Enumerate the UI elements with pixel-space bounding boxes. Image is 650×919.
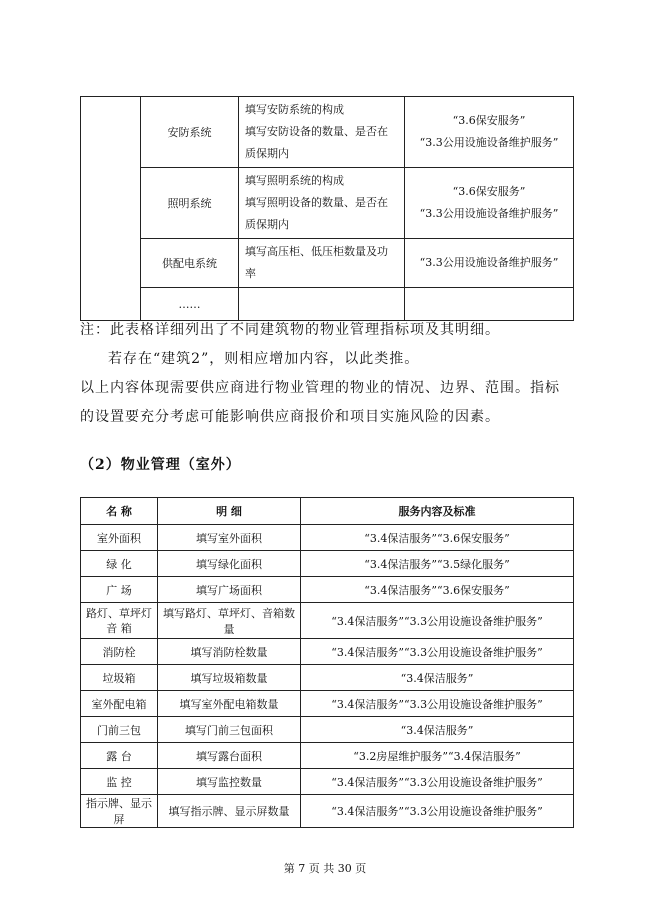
item-service: “3.4保洁服务”“3.5绿化服务” bbox=[301, 551, 574, 577]
system-detail bbox=[239, 239, 405, 288]
detail-line: 率 bbox=[245, 267, 256, 280]
note-line-1: 注：此表格详细列出了不同建筑物的物业管理指标项及其明细。 bbox=[80, 322, 500, 338]
item-detail: 填写门前三包面积 bbox=[158, 717, 301, 743]
item-name: 室外面积 bbox=[81, 525, 158, 551]
item-service: “3.4保洁服务”“3.3公用设施设备维护服务” bbox=[301, 603, 574, 639]
table-row bbox=[81, 577, 574, 603]
system-detail bbox=[239, 97, 405, 168]
page-footer: 第 7 页 共 30 页 bbox=[283, 862, 367, 875]
system-name-ellipsis: …… bbox=[141, 288, 239, 321]
detail-line: 质保期内 bbox=[245, 147, 289, 160]
item-name bbox=[81, 603, 158, 639]
item-service: “3.4保洁服务”“3.3公用设施设备维护服务” bbox=[301, 639, 574, 665]
item-name: 广 场 bbox=[81, 577, 158, 603]
header-name: 名 称 bbox=[81, 498, 158, 525]
outdoor-property-table bbox=[80, 497, 574, 828]
item-detail: 填写垃圾箱数量 bbox=[158, 665, 301, 691]
item-name: 室外配电箱 bbox=[81, 691, 158, 717]
table-row bbox=[81, 168, 574, 239]
system-name: 安防系统 bbox=[141, 97, 239, 168]
item-service: “3.4保洁服务”“3.6保安服务” bbox=[301, 525, 574, 551]
system-detail bbox=[239, 168, 405, 239]
service-line: “3.3公用设施设备维护服务” bbox=[419, 207, 559, 220]
table-row bbox=[81, 665, 574, 691]
table-row bbox=[81, 769, 574, 795]
item-name-line: 音 箱 bbox=[106, 621, 132, 635]
system-service bbox=[405, 97, 574, 168]
item-name: 消防栓 bbox=[81, 639, 158, 665]
service-line: “3.3公用设施设备维护服务” bbox=[419, 136, 559, 149]
item-detail: 填写广场面积 bbox=[158, 577, 301, 603]
system-service bbox=[405, 168, 574, 239]
table-row bbox=[81, 743, 574, 769]
note-line-4: 的设置要充分考虑可能影响供应商报价和项目实施风险的因素。 bbox=[80, 409, 500, 425]
item-service: “3.4保洁服务”“3.3公用设施设备维护服务” bbox=[301, 769, 574, 795]
system-name: 照明系统 bbox=[141, 168, 239, 239]
item-detail: 填写室外面积 bbox=[158, 525, 301, 551]
item-detail: 填写路灯、草坪灯、音箱数量 bbox=[158, 603, 301, 639]
system-service bbox=[405, 239, 574, 288]
building-cell bbox=[81, 97, 141, 321]
item-name: 门前三包 bbox=[81, 717, 158, 743]
item-name: 监 控 bbox=[81, 769, 158, 795]
table-row bbox=[81, 639, 574, 665]
detail-line: 填写高压柜、低压柜数量及功 bbox=[245, 245, 388, 258]
item-detail: 填写露台面积 bbox=[158, 743, 301, 769]
item-service: “3.4保洁服务” bbox=[301, 717, 574, 743]
item-service: “3.4保洁服务”“3.3公用设施设备维护服务” bbox=[301, 795, 574, 828]
item-detail: 填写监控数量 bbox=[158, 769, 301, 795]
item-service: “3.4保洁服务”“3.6保安服务” bbox=[301, 577, 574, 603]
detail-line: 填写照明设备的数量、是否在 bbox=[245, 196, 388, 209]
detail-line: 填写安防设备的数量、是否在 bbox=[245, 125, 388, 138]
table-row bbox=[81, 239, 574, 288]
item-name-line: 路灯、草坪灯 bbox=[86, 606, 152, 620]
note-line-2: 若存在“建筑2”，则相应增加内容，以此类推。 bbox=[108, 351, 420, 367]
item-detail: 填写室外配电箱数量 bbox=[158, 691, 301, 717]
table-row bbox=[81, 691, 574, 717]
service-line: “3.6保安服务” bbox=[452, 114, 526, 127]
item-detail: 填写消防栓数量 bbox=[158, 639, 301, 665]
table-row bbox=[81, 97, 574, 168]
item-name: 指示牌、显示屏 bbox=[81, 795, 158, 828]
table-row bbox=[81, 551, 574, 577]
item-service: “3.4保洁服务”“3.3公用设施设备维护服务” bbox=[301, 691, 574, 717]
service-line: “3.6保安服务” bbox=[452, 185, 526, 198]
item-service: “3.2房屋维护服务”“3.4保洁服务” bbox=[301, 743, 574, 769]
section-heading: （2）物业管理（室外） bbox=[80, 457, 241, 473]
item-detail: 填写指示牌、显示屏数量 bbox=[158, 795, 301, 828]
item-detail: 填写绿化面积 bbox=[158, 551, 301, 577]
item-service: “3.4保洁服务” bbox=[301, 665, 574, 691]
table-row bbox=[81, 603, 574, 639]
service-line: “3.3公用设施设备维护服务” bbox=[419, 256, 559, 269]
table-header-row bbox=[81, 498, 574, 525]
item-name: 绿 化 bbox=[81, 551, 158, 577]
detail-line: 质保期内 bbox=[245, 218, 289, 231]
detail-line: 填写安防系统的构成 bbox=[245, 103, 344, 116]
indoor-system-table bbox=[80, 96, 574, 321]
detail-line: 填写照明系统的构成 bbox=[245, 174, 344, 187]
system-name: 供配电系统 bbox=[141, 239, 239, 288]
table-row bbox=[81, 525, 574, 551]
note-line-3: 以上内容体现需要供应商进行物业管理的物业的情况、边界、范围。指标 bbox=[80, 380, 560, 396]
item-name: 垃圾箱 bbox=[81, 665, 158, 691]
table-row bbox=[81, 795, 574, 828]
header-service: 服务内容及标准 bbox=[301, 498, 574, 525]
table-row bbox=[81, 717, 574, 743]
item-name: 露 台 bbox=[81, 743, 158, 769]
header-detail: 明 细 bbox=[158, 498, 301, 525]
